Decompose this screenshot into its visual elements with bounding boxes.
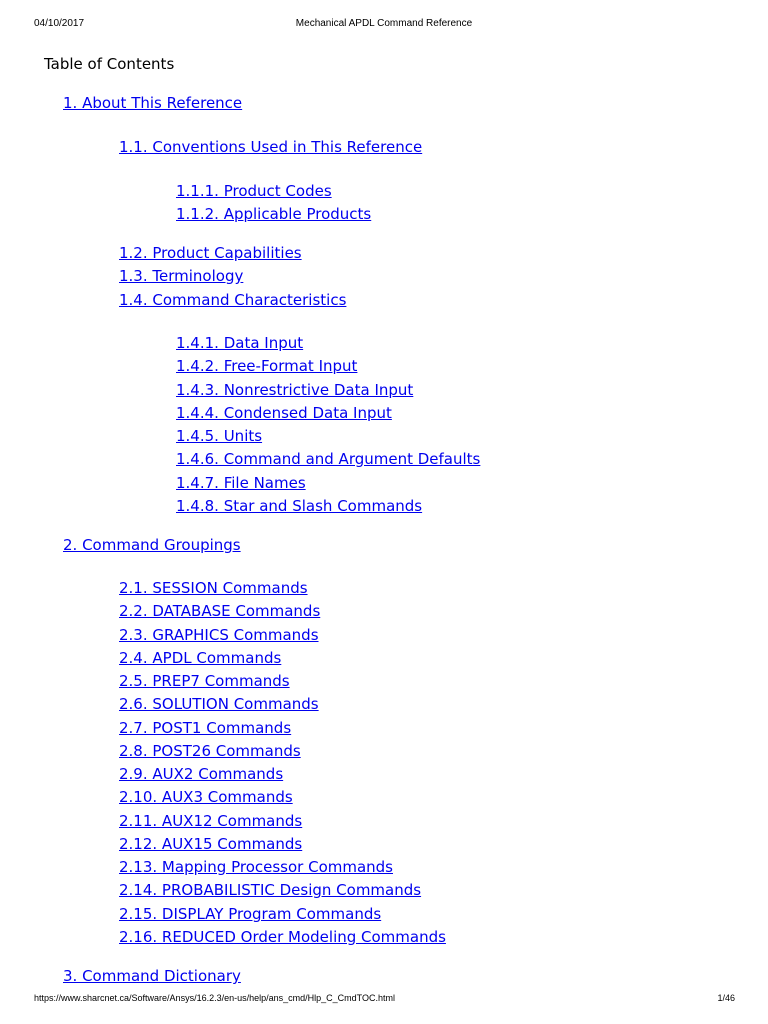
toc-link-1-4-2[interactable]: 1.4.2. Free-Format Input [176, 357, 358, 375]
toc-link-1-4-5[interactable]: 1.4.5. Units [176, 427, 263, 445]
toc-link-2-16[interactable]: 2.16. REDUCED Order Modeling Commands [119, 928, 446, 946]
toc-link-1-4-4[interactable]: 1.4.4. Condensed Data Input [176, 404, 392, 422]
toc-link-1-4-7[interactable]: 1.4.7. File Names [176, 474, 306, 492]
toc-link-2-8[interactable]: 2.8. POST26 Commands [119, 742, 301, 760]
toc-link-1-4-1[interactable]: 1.4.1. Data Input [176, 334, 304, 352]
toc-link-1-1-1[interactable]: 1.1.1. Product Codes [176, 182, 332, 200]
toc-link-2-15[interactable]: 2.15. DISPLAY Program Commands [119, 905, 382, 923]
document-title: Mechanical APDL Command Reference [295, 18, 473, 29]
toc-link-1-1-2[interactable]: 1.1.2. Applicable Products [176, 205, 372, 223]
toc-link-2-6[interactable]: 2.6. SOLUTION Commands [119, 695, 319, 713]
toc-link-1-2[interactable]: 1.2. Product Capabilities [119, 244, 302, 262]
page-url: https://www.sharcnet.ca/Software/Ansys/16.2.3/en-us/help/ans_cmd/Hlp_C_CmdTOC.html [34, 993, 395, 1003]
toc-link-2-13[interactable]: 2.13. Mapping Processor Commands [119, 858, 393, 876]
toc-link-2-9[interactable]: 2.9. AUX2 Commands [119, 765, 284, 783]
toc-link-2-4[interactable]: 2.4. APDL Commands [119, 649, 282, 667]
toc-link-1-4-6[interactable]: 1.4.6. Command and Argument Defaults [176, 450, 481, 468]
toc-link-2-5[interactable]: 2.5. PREP7 Commands [119, 672, 290, 690]
toc-link-2-3[interactable]: 2.3. GRAPHICS Commands [119, 626, 319, 644]
toc-link-1[interactable]: 1. About This Reference [63, 94, 243, 112]
toc-link-2[interactable]: 2. Command Groupings [63, 536, 241, 554]
toc-link-1-3[interactable]: 1.3. Terminology [119, 267, 244, 285]
toc-link-2-2[interactable]: 2.2. DATABASE Commands [119, 602, 321, 620]
toc-link-2-7[interactable]: 2.7. POST1 Commands [119, 719, 292, 737]
toc-link-2-11[interactable]: 2.11. AUX12 Commands [119, 812, 303, 830]
toc-link-3[interactable]: 3. Command Dictionary [63, 967, 241, 985]
toc-link-1-1[interactable]: 1.1. Conventions Used in This Reference [119, 138, 423, 156]
toc-link-1-4-8[interactable]: 1.4.8. Star and Slash Commands [176, 497, 423, 515]
toc-heading: Table of Contents [44, 55, 175, 73]
toc-link-1-4[interactable]: 1.4. Command Characteristics [119, 291, 347, 309]
toc-link-1-4-3[interactable]: 1.4.3. Nonrestrictive Data Input [176, 381, 414, 399]
page-number: 1/46 [717, 993, 735, 1003]
toc-link-2-14[interactable]: 2.14. PROBABILISTIC Design Commands [119, 881, 422, 899]
toc-link-2-12[interactable]: 2.12. AUX15 Commands [119, 835, 303, 853]
toc-link-2-10[interactable]: 2.10. AUX3 Commands [119, 788, 293, 806]
toc-link-2-1[interactable]: 2.1. SESSION Commands [119, 579, 308, 597]
print-date: 04/10/2017 [34, 18, 85, 29]
